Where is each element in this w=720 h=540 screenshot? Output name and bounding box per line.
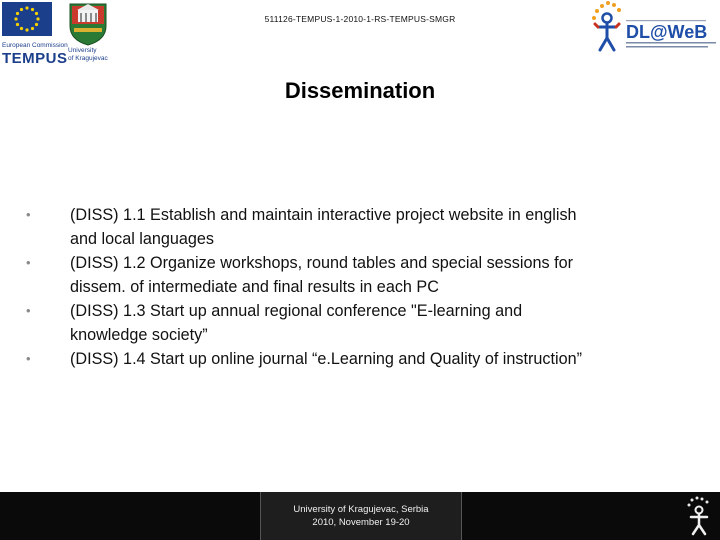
bullet-icon: •	[26, 351, 31, 366]
bullet-line: dissem. of intermediate and final results in each PC	[70, 278, 439, 296]
list-item	[26, 347, 676, 371]
dlweb-logo-icon	[588, 0, 720, 62]
bullet-line: (DISS) 1.2 Organize workshops, round tables and special sessions for	[70, 254, 573, 272]
page-title: Dissemination	[284, 78, 436, 103]
bullet-line: knowledge society”	[70, 326, 208, 344]
bullet-icon: •	[26, 303, 31, 318]
tempus-label: TEMPUS	[2, 50, 68, 67]
university-caption-line2: of Kragujevac	[68, 55, 108, 62]
eu-caption: European Commission	[2, 42, 68, 49]
university-caption	[68, 47, 108, 63]
list-item	[26, 203, 676, 251]
list-item	[26, 251, 676, 299]
footer-university: University of Kragujevac, Serbia	[293, 504, 429, 515]
bullet-line: (DISS) 1.1 Establish and maintain interactive project website in english	[70, 206, 577, 224]
bullet-line: (DISS) 1.3 Start up annual regional conference "E-learning and	[70, 302, 523, 320]
project-code: 511126-TEMPUS-1-2010-1-RS-TEMPUS-SMGR	[264, 14, 456, 24]
bullet-line: and local languages	[70, 230, 215, 248]
bullet-icon: •	[26, 255, 31, 270]
dlweb-logo-text: DL@WeB	[626, 22, 708, 42]
footer-bar	[0, 492, 720, 540]
footer-date: 2010, November 19-20	[312, 517, 410, 528]
bullet-line: (DISS) 1.4 Start up online journal “e.Learning and Quality of instruction”	[70, 350, 582, 368]
university-caption-line1: University	[68, 47, 97, 54]
figure-logo-icon	[684, 496, 716, 536]
university-crest-icon	[66, 0, 110, 46]
eu-flag-icon	[2, 2, 52, 36]
list-item	[26, 299, 676, 347]
footer-panel	[260, 492, 462, 540]
bullet-icon: •	[26, 207, 31, 222]
bullet-list	[26, 203, 676, 371]
